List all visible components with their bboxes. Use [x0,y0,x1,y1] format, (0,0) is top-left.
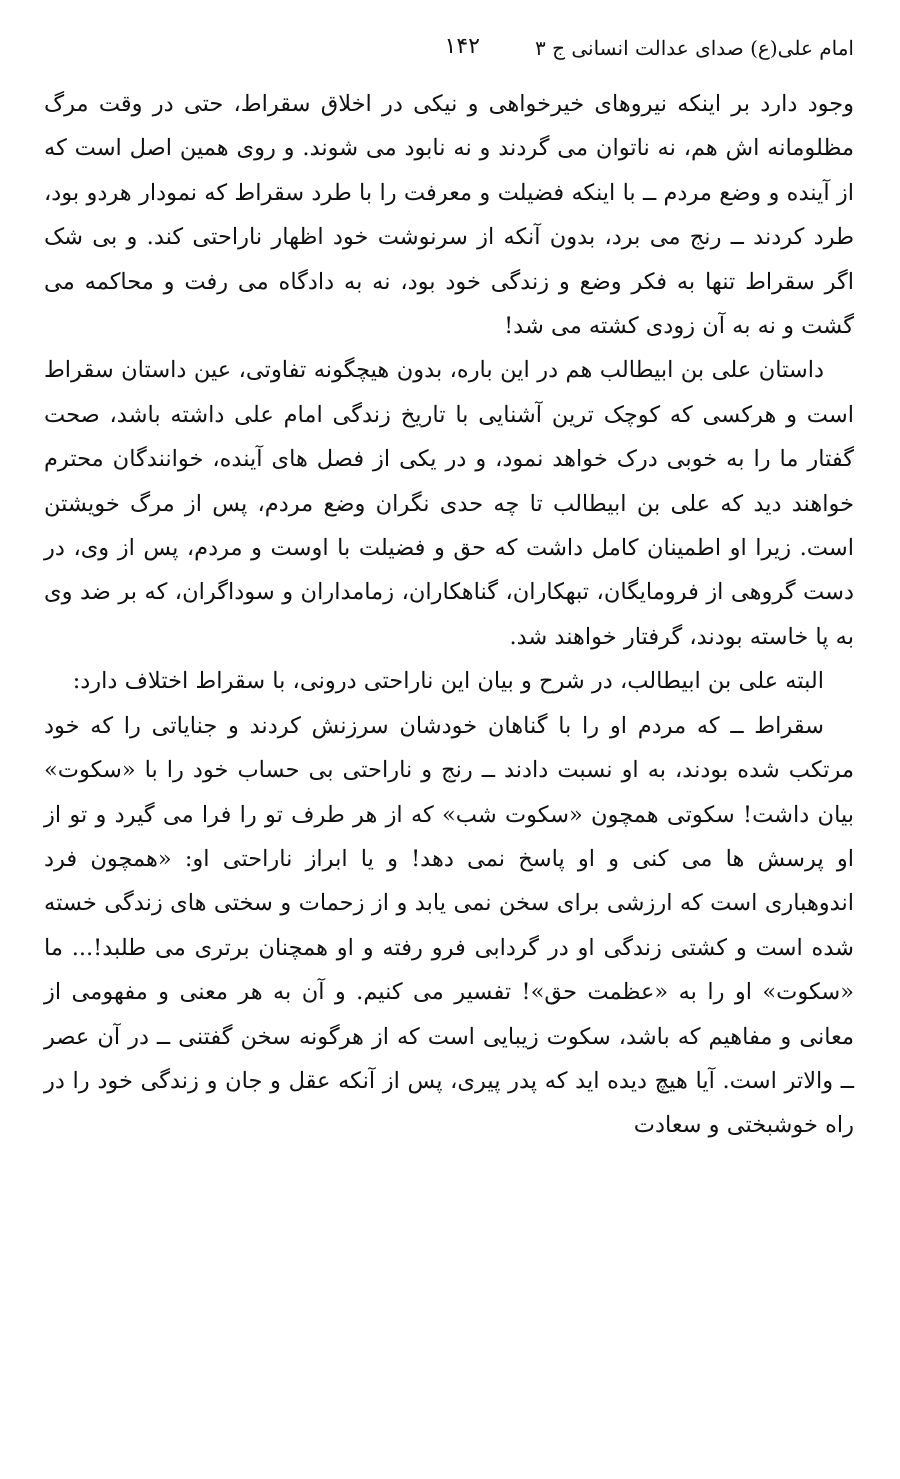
paragraph-1: وجود دارد بر اینکه نیروهای خیرخواهی و نیکی در اخلاق سقراط، حتی در وقت مرگ مظلومانه اش هم، نه ناتوان می گردند و نه نابود می شوند. و روی همین اصل است که از آینده و وضع مردم ــ با اینکه فضیلت و معرفت را با طرد سقراط که نمودار هردو بود، طرد کردند ــ رنج می برد، بدون آنکه از سرنوشت خود اظهار ناراحتی کند. و بی شک اگر سقراط تنها به فکر وضع و زندگی خود بود، نه به دادگاه می رفت و محاکمه می گشت و نه به آن زودی کشته می شد! [44,91,854,340]
book-title-header: امام علی(ع) صدای عدالت انسانی ج ۳ [534,36,854,60]
body-text [44,82,854,1148]
book-page [44,30,854,1148]
paragraph-3: البته علی بن ابیطالب، در شرح و بیان این ناراحتی درونی، با سقراط اختلاف دارد: [72,668,824,695]
paragraph-4: سقراط ــ که مردم او را با گناهان خودشان سرزنش کردند و جنایاتی را که خود مرتکب شده بودند، به او نسبت دادند ــ رنج و ناراحتی بی حساب خود را با «سکوت» بیان داشت! سکوتی همچون «سکوت شب» که از هر طرف تو را فرا می گیرد و تو از او پرسش ها می کنی و او پاسخ نمی دهد! و یا ابراز ناراحتی او: «همچون فرد اندوهباری است که ارزشی برای سخن نمی یابد و از زحمات و سختی های زندگی خسته شده است و کشتی زندگی او در گردابی فرو رفته و او همچنان برتری می طلبد!... ما «سکوت» او را به «عظمت حق»! تفسیر می کنیم. و آن به هر معنی و مفهومی از معانی و مفاهیم که باشد، سکوت زیبایی است که از هرگونه سخن گفتنی ــ در آن عصر ــ والاتر است. آیا هیچ دیده اید که پدر پیری، پس از آنکه عقل و جان و زندگی خود را در راه خوشبختی و سعادت [44,712,854,1139]
paragraph-2: داستان علی بن ابیطالب هم در این باره، بدون هیچگونه تفاوتی، عین داستان سقراط است و هرکسی که کوچک ترین آشنایی با تاریخ زندگی امام علی داشته باشد، صحت گفتار ما را به خوبی درک خواهد نمود، و در یکی از فصل های آینده، خوانندگان محترم خواهند دید که علی بن ابیطالب تا چه حدی نگران وضع مردم، پس از مرگ خویشتن است. زیرا او اطمینان کامل داشت که حق و فضیلت با اوست و مردم، پس از وی، در دست گروهی از فرومایگان، تبهکاران، گناهکاران، زمامداران و سوداگران، که بر ضد وی به پا خاسته بودند، گرفتار خواهند شد. [44,357,854,650]
running-header [44,30,854,78]
page-number: ۱۴۲ [444,34,480,59]
